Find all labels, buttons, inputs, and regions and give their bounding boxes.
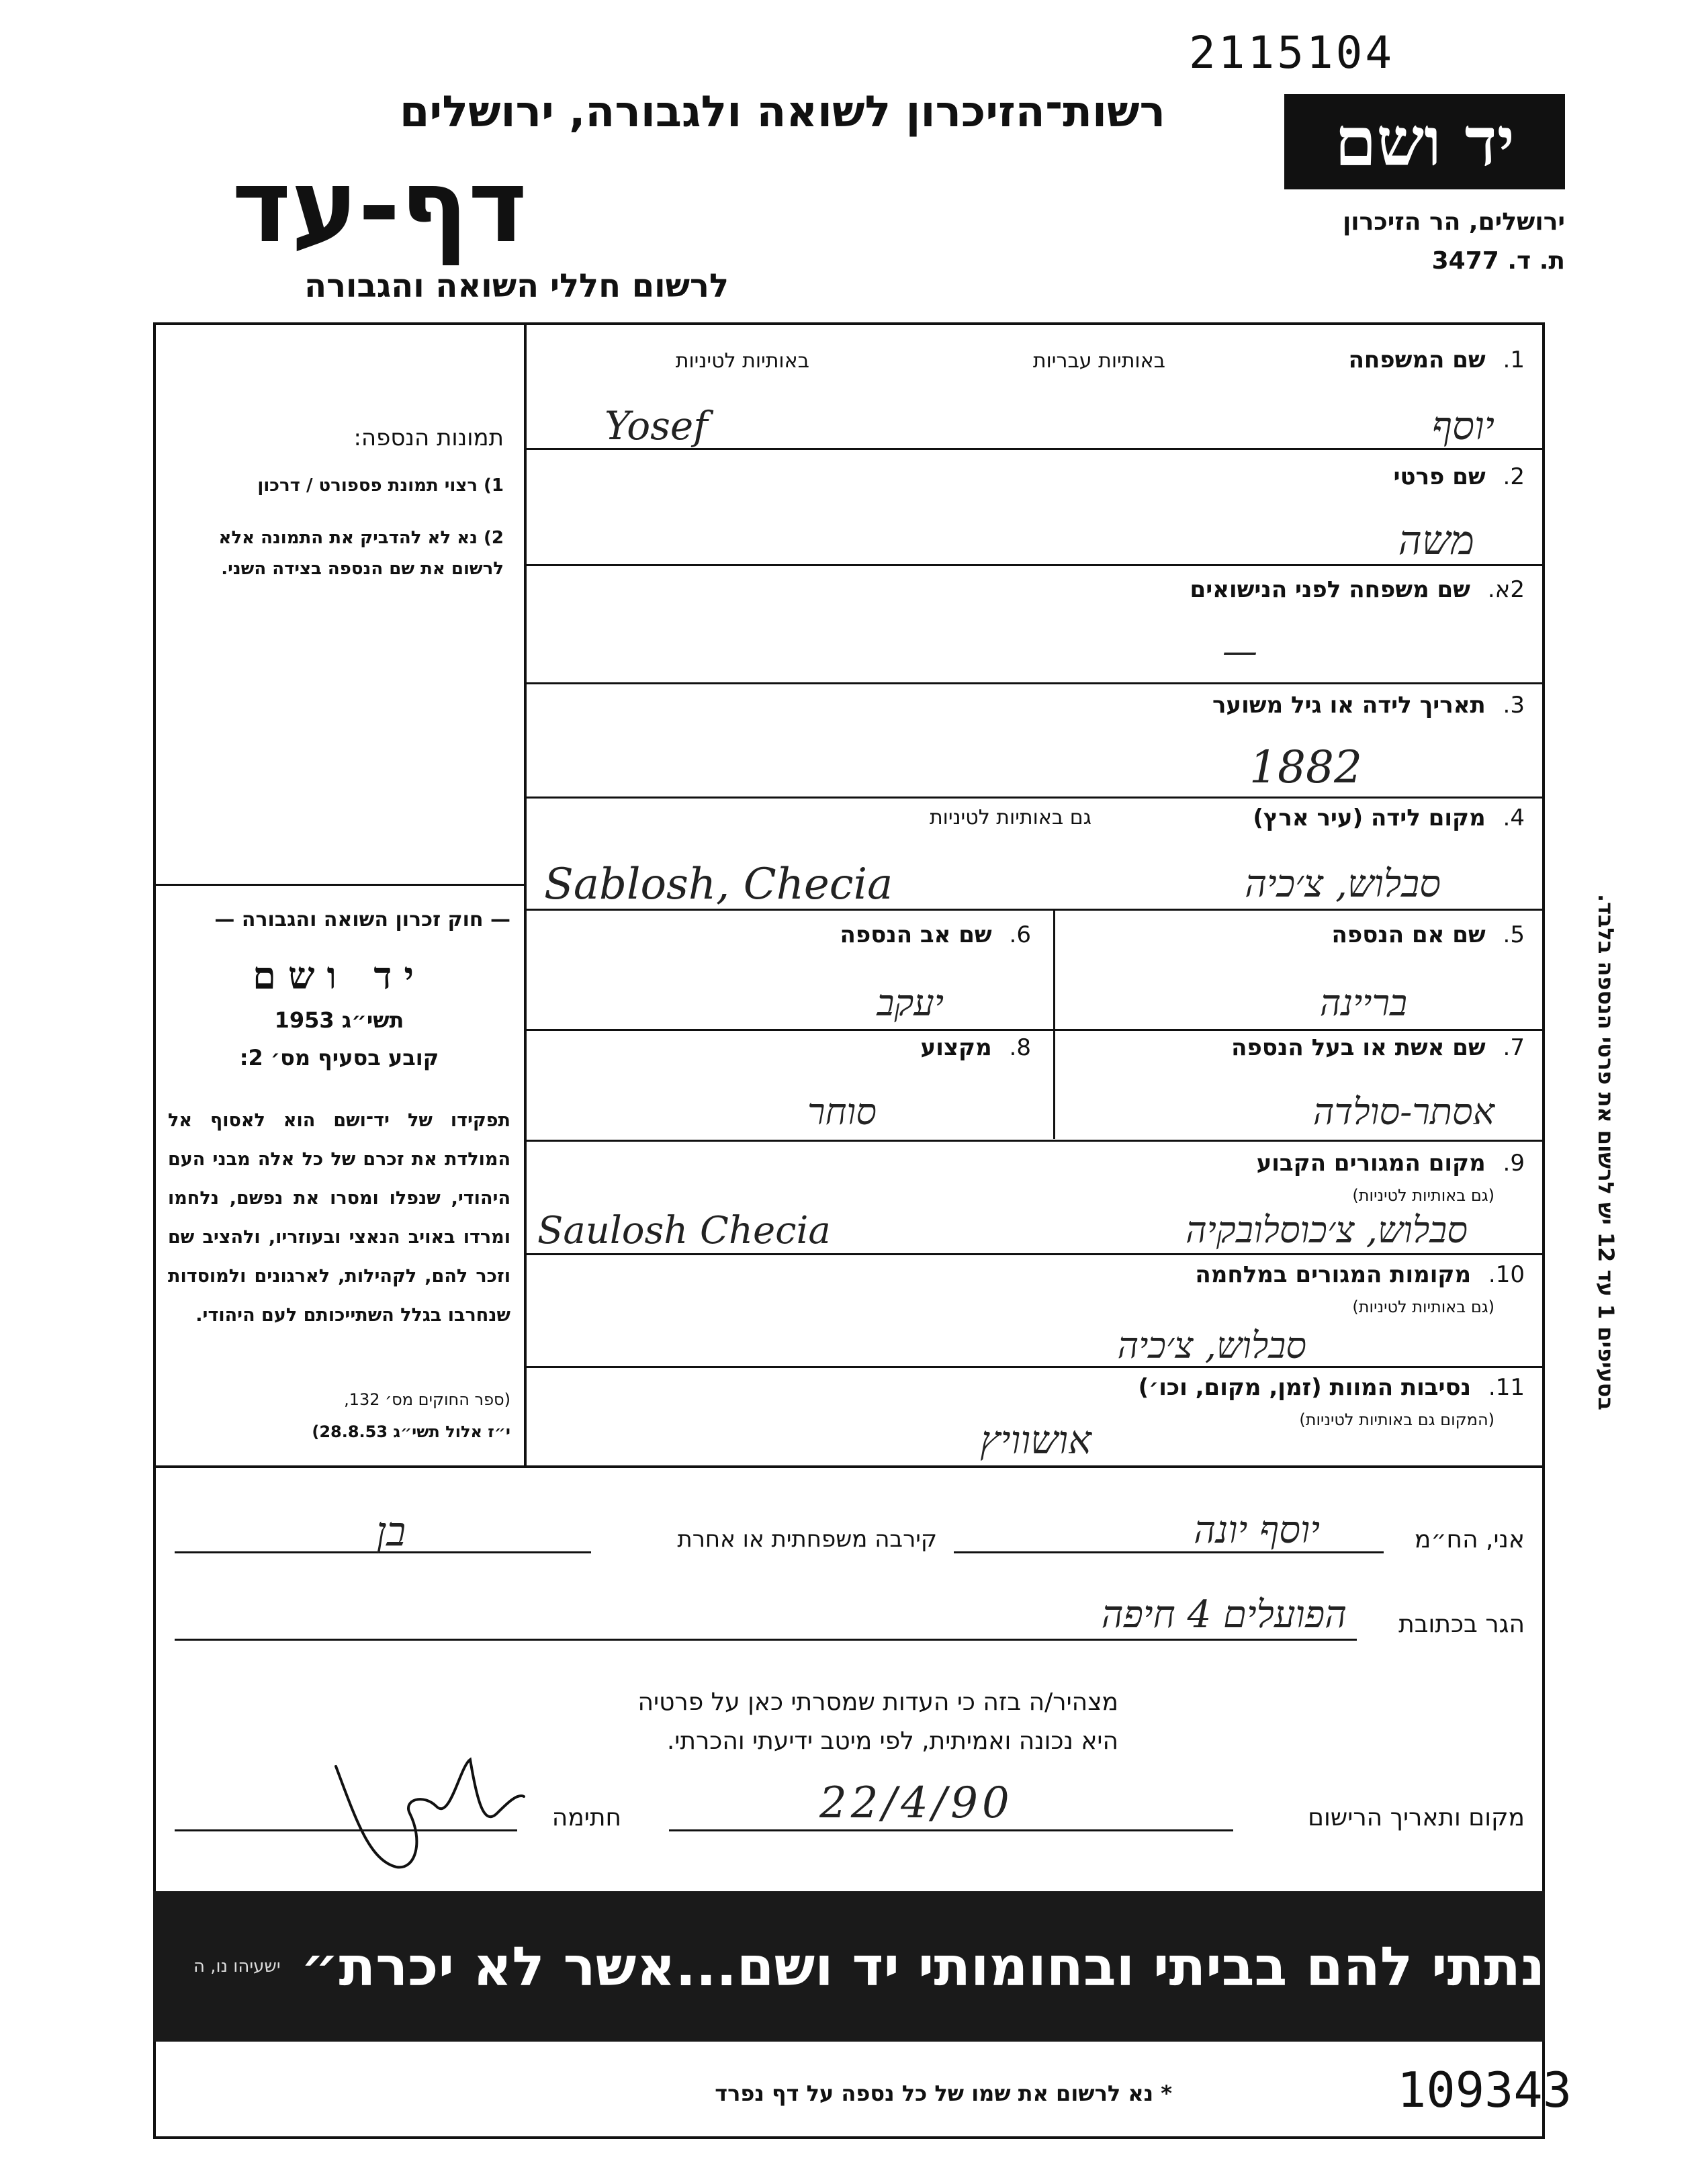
footer-note: * נא לרשום את שמו של כל נספה על דף נפרד bbox=[715, 2081, 1172, 2106]
declaration-address-label: הגר בכתובת bbox=[1398, 1610, 1525, 1638]
declaration-address-line bbox=[175, 1639, 1357, 1641]
field-2a-label bbox=[1190, 576, 1525, 603]
field-9-note: (גם באותיות לטיניות) bbox=[1352, 1186, 1494, 1205]
field-1-col-hebrew: באותיות עבריות bbox=[1032, 349, 1165, 373]
field-10-value[interactable]: סבלוש, צ׳כיה bbox=[1117, 1324, 1306, 1367]
field-7-text: שם אשת או בעל הנספה bbox=[1231, 1034, 1486, 1061]
field-4-value-hebrew[interactable]: סבלוש, צ׳כיה bbox=[1245, 862, 1441, 906]
field-8-label bbox=[921, 1034, 1031, 1061]
rule-5 bbox=[527, 1029, 1545, 1031]
law-year: תשי״ג 1953 bbox=[274, 1007, 404, 1033]
left-column-inner-rule bbox=[156, 884, 524, 886]
field-2-number: 2. bbox=[1503, 463, 1525, 490]
field-9-label bbox=[1257, 1150, 1525, 1177]
middle-divider bbox=[1053, 911, 1055, 1139]
field-10-number: 10. bbox=[1488, 1261, 1525, 1288]
law-heading: — חוק זכרון השואה והגבורה — bbox=[214, 908, 510, 931]
field-2a-value[interactable]: — bbox=[1222, 631, 1257, 672]
place-date-value[interactable]: 22/4/90 bbox=[819, 1778, 1014, 1828]
field-5-number: 5. bbox=[1503, 921, 1525, 948]
place-date-line bbox=[669, 1829, 1233, 1831]
field-6-text: שם אב הנספה bbox=[840, 921, 992, 948]
authority-title: רשות־הזיכרון לשואה ולגבורה, ירושלים bbox=[399, 87, 1165, 137]
field-8-value[interactable]: סוחר bbox=[807, 1091, 877, 1133]
field-1-value-hebrew[interactable]: יוסף bbox=[1431, 403, 1494, 449]
signature-scribble bbox=[316, 1739, 537, 1887]
field-4-text: מקום לידה (עיר ארץ) bbox=[1253, 805, 1486, 831]
field-4-number: 4. bbox=[1503, 805, 1525, 831]
field-9-value-latin[interactable]: Saulosh Checia bbox=[537, 1209, 831, 1253]
field-9-value-hebrew[interactable]: סבלוש, צ׳כוסלובקיה bbox=[1186, 1209, 1468, 1251]
field-3-number: 3. bbox=[1503, 692, 1525, 719]
quote-banner bbox=[153, 1891, 1663, 2042]
banner-quote: ״...ונתתי להם בביתי ובחומותי יד ושם...אשר לא יכרת״ bbox=[300, 1935, 1663, 1998]
yad-vashem-logo bbox=[1284, 94, 1565, 189]
field-1-value-latin[interactable]: Yosef bbox=[605, 403, 708, 449]
field-1-col-latin: באותיות לטיניות bbox=[675, 349, 809, 373]
rule-2 bbox=[527, 564, 1545, 566]
rule-7 bbox=[527, 1140, 1545, 1142]
field-10-label bbox=[1195, 1261, 1525, 1288]
field-11-text: נסיבות המוות (זמן, מקום, וכו׳) bbox=[1138, 1374, 1472, 1401]
field-10-note: (גם באותיות לטיניות) bbox=[1352, 1298, 1494, 1316]
photo-note-2: 2) נא לא להדביק את התמונה אלא לרשום את שם הנספה בצידה השני. bbox=[218, 528, 504, 579]
declaration-statement-2: היא נכונה ואמיתית, לפי מיטב ידיעתי והכרתי. bbox=[666, 1727, 1118, 1755]
field-9-number: 9. bbox=[1503, 1150, 1525, 1177]
field-7-label bbox=[1231, 1034, 1525, 1061]
address-line-1: ירושלים, הר הזיכרון bbox=[1342, 208, 1565, 236]
declaration-relation-label: קירבה משפחתית או אחרת bbox=[677, 1526, 937, 1553]
declaration-address-value[interactable]: הפועלים 4 חיפה bbox=[1101, 1593, 1347, 1637]
field-2a-text: שם משפחה לפני הנישואים bbox=[1190, 576, 1470, 603]
top-number: 2115104 bbox=[1189, 27, 1395, 79]
field-8-number: 8. bbox=[1009, 1034, 1031, 1061]
rule-3 bbox=[527, 797, 1545, 799]
form-title: דף-עד bbox=[232, 148, 527, 265]
field-11-value[interactable]: אושוויץ bbox=[980, 1417, 1091, 1463]
field-8-text: מקצוע bbox=[920, 1034, 992, 1061]
field-11-number: 11. bbox=[1488, 1374, 1525, 1401]
law-date: י״ז אלול תשי״ג 28.8.53) bbox=[312, 1422, 510, 1441]
field-7-number: 7. bbox=[1503, 1034, 1525, 1061]
field-4-note: גם באותיות לטיניות bbox=[929, 806, 1091, 829]
banner-source: ישעיהו נו, ה bbox=[193, 1956, 281, 1976]
field-6-value[interactable]: יעקב bbox=[877, 982, 944, 1024]
field-2-label bbox=[1393, 463, 1525, 490]
rule-2a bbox=[527, 682, 1545, 684]
field-1-label bbox=[1349, 347, 1525, 373]
field-3-text: תאריך לידה או גיל משוער bbox=[1212, 692, 1486, 719]
side-note: בסעיפים 1 עד 12 יש לרשום את פרטי הנספה בלבד. bbox=[1593, 893, 1619, 1410]
field-6-number: 6. bbox=[1009, 921, 1031, 948]
field-5-text: שם אם הנספה bbox=[1331, 921, 1486, 948]
form-subtitle: לרשום חללי השואה והגבורה bbox=[304, 267, 729, 305]
law-source: (ספר החוקים מס׳ 132, bbox=[344, 1390, 510, 1409]
field-10-text: מקומות המגורים במלחמה bbox=[1195, 1261, 1472, 1288]
declaration-relation-value[interactable]: בן bbox=[376, 1508, 406, 1555]
field-1-number: 1. bbox=[1503, 347, 1525, 373]
rule-declaration bbox=[156, 1465, 1545, 1468]
field-3-value[interactable]: 1882 bbox=[1249, 741, 1362, 793]
declaration-i-value[interactable]: יוסף יונה bbox=[1194, 1508, 1320, 1552]
law-clause: קובע בסעיף מס׳ 2: bbox=[239, 1045, 439, 1071]
address-line-2: ת. ד. 3477 bbox=[1431, 247, 1565, 275]
place-date-label: מקום ותאריך הרישום bbox=[1308, 1804, 1525, 1831]
logo-text: יד ושם bbox=[1335, 102, 1515, 181]
signature-label: חתימה bbox=[551, 1804, 621, 1831]
field-7-value[interactable]: אסתר-סולדה bbox=[1312, 1091, 1494, 1133]
field-2-value[interactable]: משה bbox=[1398, 517, 1474, 564]
declaration-statement-1: מצהיר/ה בזה כי העדות שמסרתי כאן על פרטיה bbox=[637, 1688, 1118, 1716]
field-11-note: (המקום גם באותיות לטיניות) bbox=[1299, 1410, 1494, 1429]
field-2-text: שם פרטי bbox=[1393, 463, 1486, 490]
photo-box-title: תמונות הנספה: bbox=[353, 424, 504, 451]
field-9-text: מקום המגורים הקבוע bbox=[1256, 1150, 1486, 1177]
field-11-label bbox=[1139, 1374, 1525, 1401]
law-text: תפקידו של יד־ושם הוא לאסוף אל המולדת את זכרם של כל אלה מבני העם היהודי, שנפלו ומסרו את נפשם, נלחמו ומרדו באויב הנאצי ובעוזריו, ולהציב שם וזכר להם, לקהילות, לארגונים ולמוסדות שנחרבו בגלל השתייכותם לעם היהודי. bbox=[168, 1110, 510, 1326]
field-5-value[interactable]: בריינה bbox=[1319, 982, 1407, 1024]
rule-9 bbox=[527, 1253, 1545, 1255]
footer-number: 109343 bbox=[1397, 2062, 1572, 2118]
left-column-divider bbox=[524, 322, 527, 1465]
law-name: יד ושם bbox=[252, 954, 427, 998]
photo-note-1: 1) רצוי תמונת פספורט / דרכון bbox=[257, 475, 504, 496]
field-4-label bbox=[1253, 805, 1525, 831]
field-6-label bbox=[840, 921, 1031, 948]
declaration-i-label: אני, הח״מ bbox=[1414, 1526, 1525, 1553]
field-5-label bbox=[1332, 921, 1525, 948]
field-2a-number: 2א. bbox=[1487, 576, 1525, 603]
field-4-value-latin[interactable]: Sablosh, Checia bbox=[544, 860, 893, 909]
field-3-label bbox=[1212, 692, 1525, 719]
field-1-text: שם המשפחה bbox=[1348, 347, 1486, 373]
